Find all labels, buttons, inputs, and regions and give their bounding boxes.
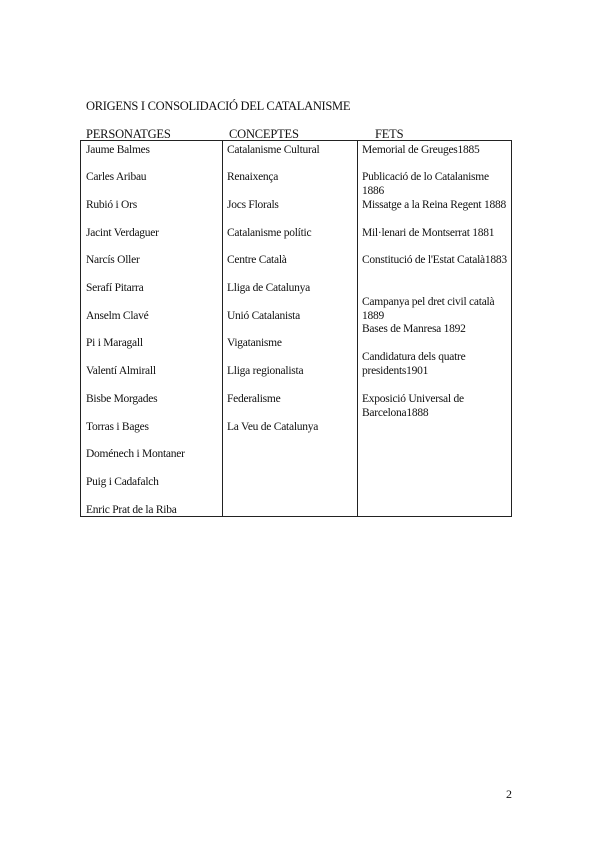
fet-cell: Campanya pel dret civil català 1889 [362, 296, 495, 322]
document-title: ORIGENS I CONSOLIDACIÓ DEL CATALANISME [86, 99, 351, 113]
personatge-cell: Valentí Almirall [86, 365, 156, 377]
personatge-cell: Torras i Bages [86, 421, 149, 433]
personatge-cell: Puig i Cadafalch [86, 476, 159, 488]
fet-cell: Publicació de lo Catalanisme 1886 [362, 171, 489, 197]
column-divider-1 [222, 140, 223, 517]
personatge-cell: Doménech i Montaner [86, 448, 185, 460]
concepte-cell: Centre Català [227, 254, 287, 266]
personatge-cell: Rubió i Ors [86, 199, 137, 211]
column-divider-2 [357, 140, 358, 517]
page-number: 2 [506, 787, 512, 801]
fet-cell: Candidatura dels quatre presidents1901 [362, 351, 466, 377]
personatge-cell: Serafí Pitarra [86, 282, 144, 294]
concepte-cell: Catalanisme polític [227, 227, 312, 239]
personatge-cell: Narcís Oller [86, 254, 140, 266]
personatge-cell: Carles Aribau [86, 171, 147, 183]
fet-cell: Mil·lenari de Montserrat 1881 [362, 227, 495, 239]
concepte-cell: Lliga regionalista [227, 365, 304, 377]
fet-cell: Constitució de l'Estat Català1883 [362, 254, 507, 266]
personatge-cell: Anselm Clavé [86, 310, 149, 322]
concepte-cell: Renaixença [227, 171, 279, 183]
header-fets: FETS [375, 127, 404, 141]
fet-cell: Memorial de Greuges1885 [362, 144, 480, 156]
concepte-cell: Jocs Florals [227, 199, 279, 211]
concepte-cell: Vigatanisme [227, 337, 282, 349]
header-conceptes: CONCEPTES [229, 127, 299, 141]
fet-cell: Bases de Manresa 1892 [362, 323, 466, 335]
personatge-cell: Jaume Balmes [86, 144, 150, 156]
concepte-cell: Unió Catalanista [227, 310, 300, 322]
concepte-cell: Lliga de Catalunya [227, 282, 310, 294]
fet-cell: Exposició Universal de Barcelona1888 [362, 393, 464, 419]
concepte-cell: La Veu de Catalunya [227, 421, 319, 433]
concepte-cell: Catalanisme Cultural [227, 144, 320, 156]
personatge-cell: Jacint Verdaguer [86, 227, 159, 239]
fet-cell: Missatge a la Reina Regent 1888 [362, 199, 506, 211]
personatge-cell: Pi i Maragall [86, 337, 143, 349]
personatge-cell: Bisbe Morgades [86, 393, 158, 405]
personatge-cell: Enric Prat de la Riba [86, 504, 177, 516]
concepte-cell: Federalisme [227, 393, 281, 405]
header-personatges: PERSONATGES [86, 127, 171, 141]
